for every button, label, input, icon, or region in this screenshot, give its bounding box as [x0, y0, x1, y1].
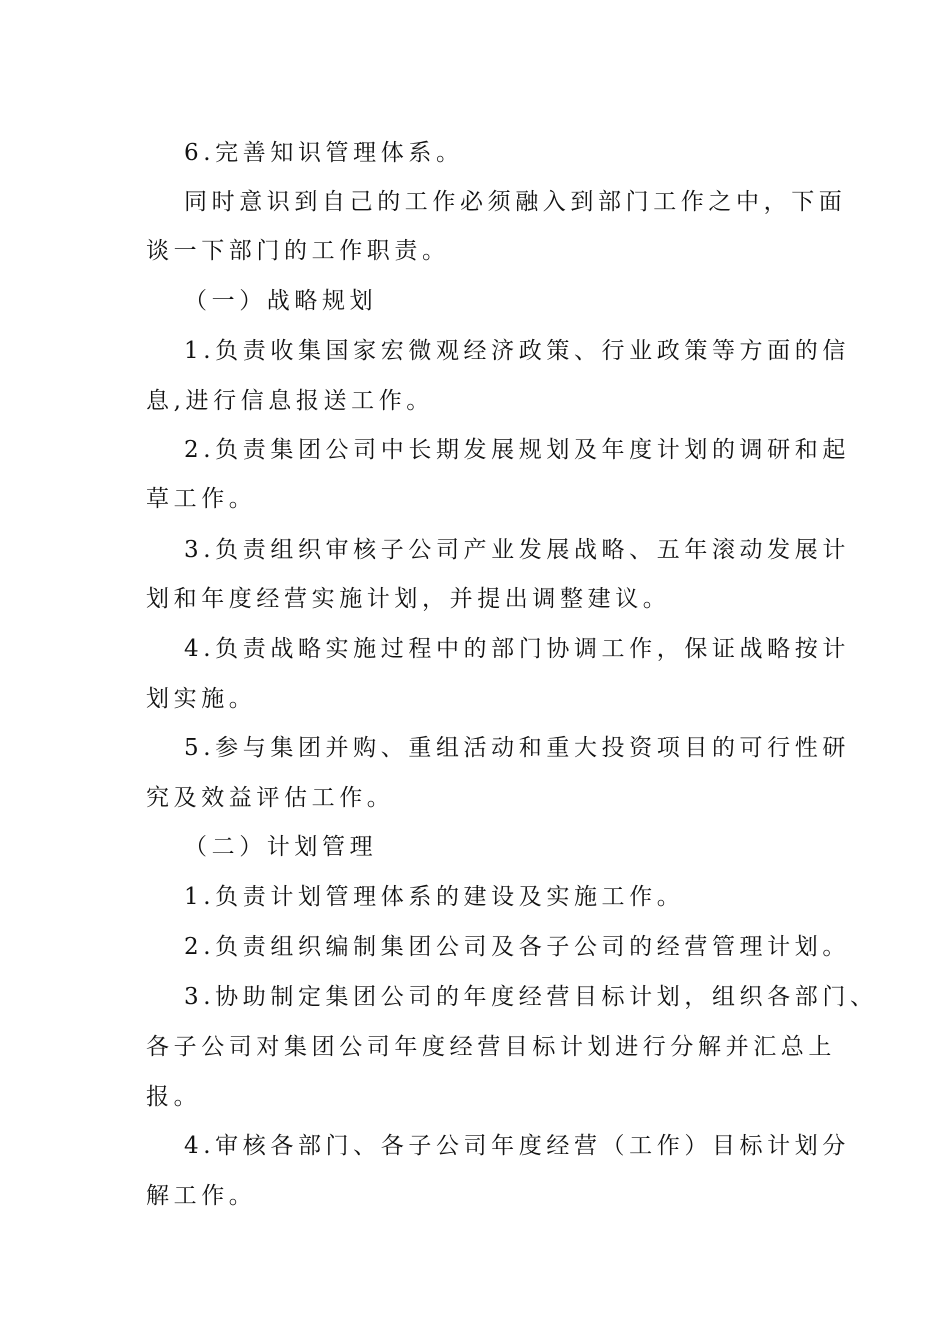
text-line-strategy-4-cont: 划实施。	[146, 686, 257, 712]
text-line-strategy-4: 4.负责战略实施过程中的部门协调工作，保证战略按计	[184, 636, 850, 662]
text-line-strategy-2-cont: 草工作。	[146, 486, 257, 512]
text-line-item-6: 6.完善知识管理体系。	[184, 140, 464, 166]
text-line-strategy-5: 5.参与集团并购、重组活动和重大投资项目的可行性研	[184, 735, 850, 761]
text-line-strategy-2: 2.负责集团公司中长期发展规划及年度计划的调研和起	[184, 437, 850, 463]
text-line-strategy-1: 1.负责收集国家宏微观经济政策、行业政策等方面的信	[184, 338, 850, 364]
text-line-planning-4-cont: 解工作。	[146, 1183, 257, 1209]
text-line-planning-2: 2.负责组织编制集团公司及各子公司的经营管理计划。	[184, 934, 850, 960]
text-line-planning-1: 1.负责计划管理体系的建设及实施工作。	[184, 884, 685, 910]
section-heading-strategy: （一）战略规划	[184, 288, 378, 314]
text-line-intro: 同时意识到自己的工作必须融入到部门工作之中，下面	[184, 189, 847, 215]
text-line-planning-3: 3.协助制定集团公司的年度经营目标计划，组织各部门、	[184, 984, 878, 1010]
text-line-planning-3-end: 报。	[146, 1084, 202, 1110]
text-line-strategy-1-cont: 息,进行信息报送工作。	[146, 388, 434, 414]
text-line-intro-cont: 谈一下部门的工作职责。	[146, 238, 450, 264]
text-line-planning-4: 4.审核各部门、各子公司年度经营（工作）目标计划分	[184, 1133, 850, 1159]
text-line-strategy-3: 3.负责组织审核子公司产业发展战略、五年滚动发展计	[184, 537, 850, 563]
text-line-planning-3-cont: 各子公司对集团公司年度经营目标计划进行分解并汇总上	[146, 1034, 836, 1060]
section-heading-planning: （二）计划管理	[184, 834, 378, 860]
text-line-strategy-3-cont: 划和年度经营实施计划，并提出调整建议。	[146, 586, 671, 612]
text-line-strategy-5-cont: 究及效益评估工作。	[146, 785, 395, 811]
